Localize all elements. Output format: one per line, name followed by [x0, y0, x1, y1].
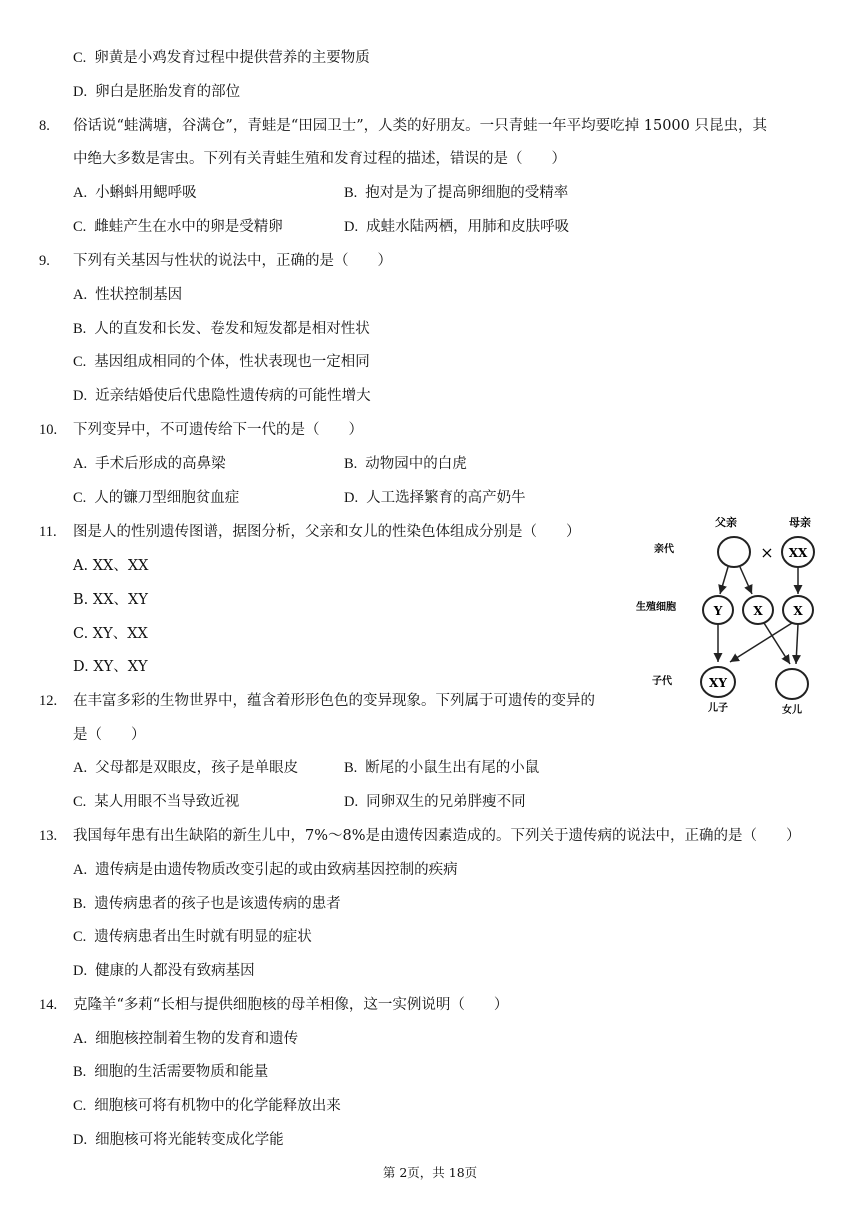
q10-option-d: D. 人工选择繁育的高产奶牛 [344, 490, 526, 506]
q14-stem: 克隆羊“多莉“长相与提供细胞核的母羊相像，这一实例说明（ ） [73, 997, 509, 1013]
q8-option-c: C. 雌蛙产生在水中的卵是受精卵 [73, 219, 283, 235]
q8-stem-line1: 俗话说“蛙满塘，谷满仓”，青蛙是“田园卫士”，人类的好朋友。一只青蛙一年平均要吃掉 15000 只昆虫，其 [73, 118, 767, 134]
q12-stem-line1: 在丰富多彩的生物世界中，蕴含着形形色色的变异现象。下列属于可遗传的变异的 [73, 693, 595, 709]
q13-number: 13. [39, 828, 58, 844]
q11-number: 11. [39, 524, 57, 540]
arrow-x2-to-daughter [796, 624, 798, 664]
q10-option-b: B. 动物园中的白虎 [344, 456, 467, 472]
offspring-label: 子代 [652, 676, 672, 687]
father-circle [718, 537, 750, 567]
q11-option-b: B. XX、XY [73, 592, 148, 608]
son-genotype: XY [709, 676, 727, 690]
q8-option-a: A. 小蝌蚪用鳃呼吸 [73, 185, 197, 201]
arrow-father-to-y [720, 567, 728, 594]
arrow-x1-to-daughter [764, 623, 790, 664]
q11-stem: 图是人的性别遗传图谱，据图分析，父亲和女儿的性染色体组成分别是（ ） [73, 524, 581, 540]
q11-option-c: C. XY、XX [73, 626, 148, 642]
sex-inheritance-diagram [630, 512, 830, 722]
q9-option-d: D. 近亲结婚使后代患隐性遗传病的可能性增大 [73, 388, 371, 404]
germ-x2-label: X [793, 604, 803, 618]
q9-option-c: C. 基因组成相同的个体，性状表现也一定相同 [73, 354, 370, 370]
q11-option-d: D. XY、XY [73, 659, 148, 675]
q9-number: 9. [39, 253, 50, 269]
daughter-label: 女儿 [782, 705, 802, 716]
q14-option-d: D. 细胞核可将光能转变成化学能 [73, 1132, 284, 1148]
germ-y-label: Y [713, 604, 723, 618]
q7-option-c: C. 卵黄是小鸡发育过程中提供营养的主要物质 [73, 50, 370, 66]
q10-option-a: A. 手术后形成的高鼻梁 [73, 456, 226, 472]
son-label: 儿子 [708, 703, 728, 714]
q12-number: 12. [39, 693, 58, 709]
q13-option-b: B. 遗传病患者的孩子也是该遗传病的患者 [73, 896, 341, 912]
mother-label: 母亲 [789, 516, 811, 529]
arrow-x2-to-son [730, 623, 792, 662]
arrow-father-to-x [740, 567, 752, 594]
q10-option-c: C. 人的镰刀型细胞贫血症 [73, 490, 240, 506]
q8-option-b: B. 抱对是为了提高卵细胞的受精率 [344, 185, 569, 201]
q9-stem: 下列有关基因与性状的说法中，正确的是（ ） [73, 253, 392, 269]
cross-symbol: × [760, 543, 774, 562]
q13-option-a: A. 遗传病是由遗传物质改变引起的或由致病基因控制的疾病 [73, 862, 458, 878]
q12-stem-line2: 是（ ） [73, 727, 146, 743]
q14-option-a: A. 细胞核控制着生物的发育和遗传 [73, 1031, 299, 1047]
page-footer: 第 2页，共 18页 [382, 1165, 478, 1180]
daughter-circle [776, 669, 808, 699]
q14-number: 14. [39, 997, 58, 1013]
q13-option-c: C. 遗传病患者出生时就有明显的症状 [73, 929, 312, 945]
q9-option-b: B. 人的直发和长发、卷发和短发都是相对性状 [73, 321, 370, 337]
q10-number: 10. [39, 422, 58, 438]
q12-option-b: B. 断尾的小鼠生出有尾的小鼠 [344, 760, 540, 776]
mother-genotype: XX [788, 546, 808, 560]
q8-number: 8. [39, 118, 50, 134]
q10-stem: 下列变异中，不可遗传给下一代的是（ ） [73, 422, 363, 438]
q7-option-d: D. 卵白是胚胎发育的部位 [73, 84, 241, 100]
q14-option-b: B. 细胞的生活需要物质和能量 [73, 1064, 269, 1080]
q12-option-c: C. 某人用眼不当导致近视 [73, 794, 240, 810]
q8-stem-line2: 中绝大多数是害虫。下列有关青蛙生殖和发育过程的描述，错误的是（ ） [73, 151, 566, 167]
q8-option-d: D. 成蛙水陆两栖，用肺和皮肤呼吸 [344, 219, 570, 235]
parents-label: 亲代 [654, 544, 674, 555]
germ-x1-label: X [753, 604, 763, 618]
germ-cells-label: 生殖细胞 [636, 602, 676, 613]
q9-option-a: A. 性状控制基因 [73, 287, 183, 303]
father-label: 父亲 [715, 516, 737, 529]
q12-option-d: D. 同卵双生的兄弟胖瘦不同 [344, 794, 526, 810]
q14-option-c: C. 细胞核可将有机物中的化学能释放出来 [73, 1098, 341, 1114]
q13-option-d: D. 健康的人都没有致病基因 [73, 963, 255, 979]
q11-option-a: A. XX、XX [73, 558, 149, 574]
q12-option-a: A. 父母都是双眼皮，孩子是单眼皮 [73, 760, 299, 776]
q13-stem: 我国每年患有出生缺陷的新生儿中，7%～8%是由遗传因素造成的。下列关于遗传病的说法中，正确的是（ ） [73, 828, 801, 844]
